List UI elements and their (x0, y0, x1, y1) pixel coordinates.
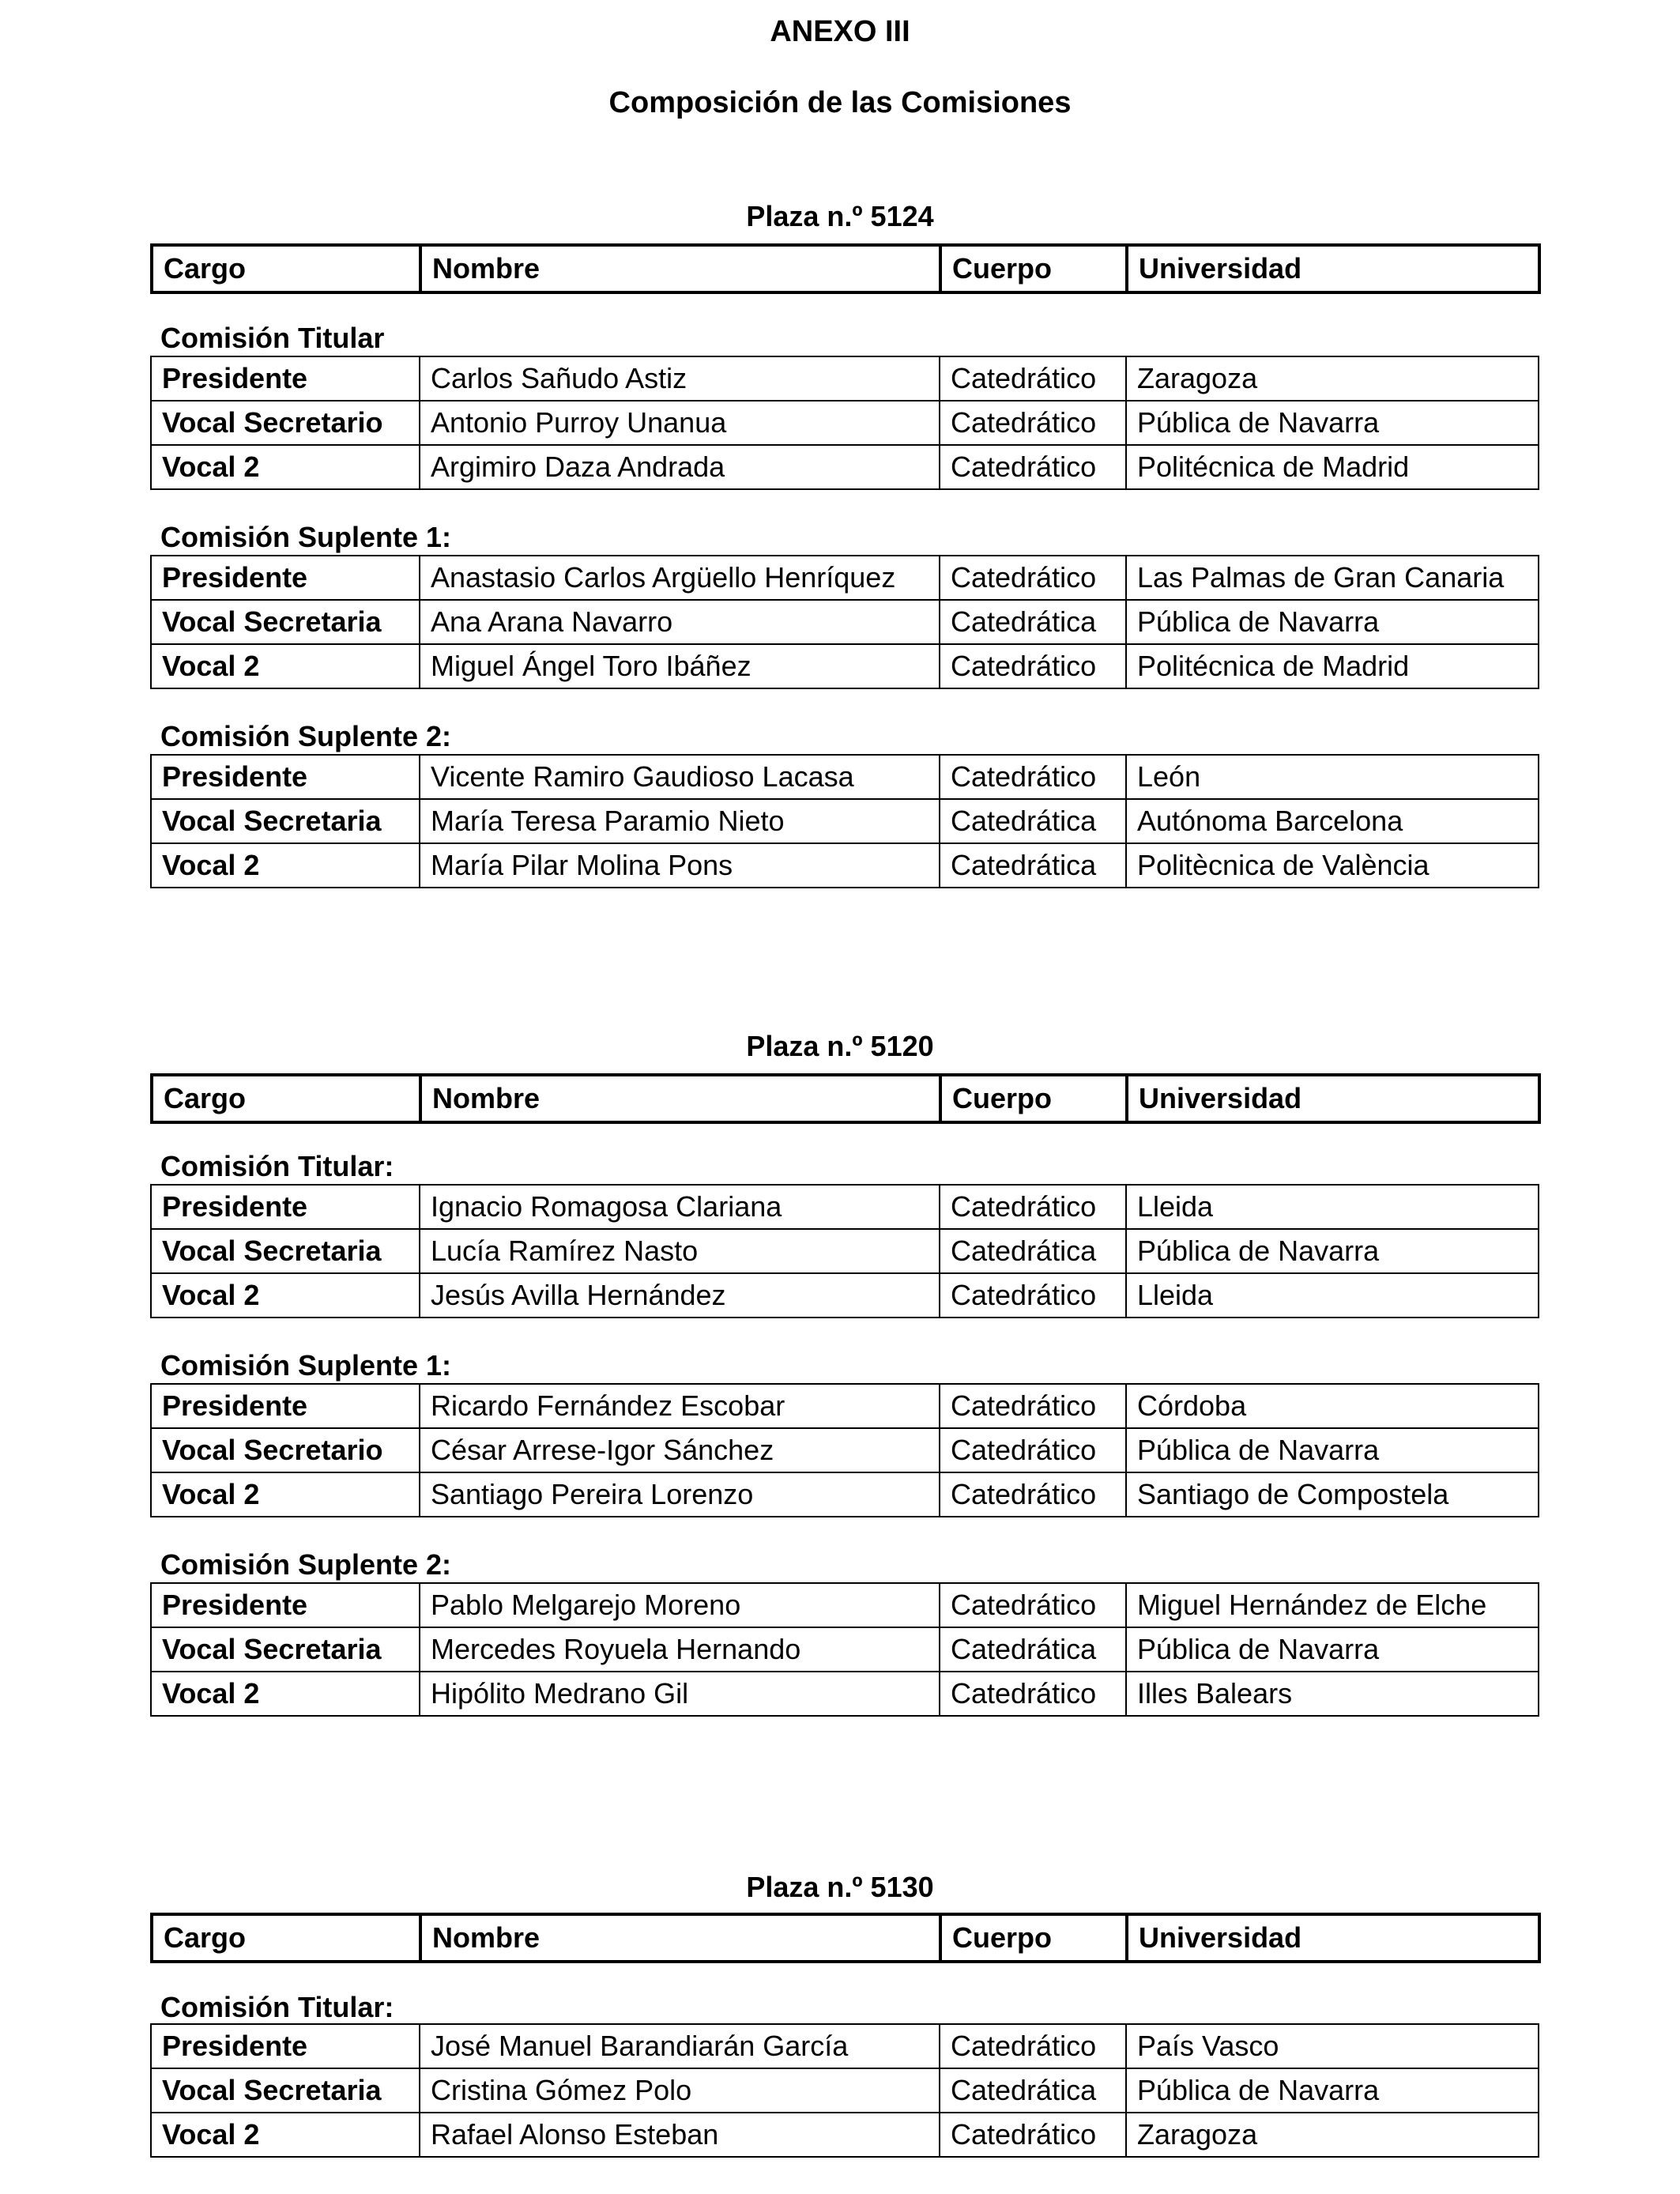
cell-cargo: Vocal 2 (151, 2113, 420, 2157)
cell-nombre: Rafael Alonso Esteban (420, 2113, 940, 2157)
column-header-row (152, 1914, 1539, 1962)
commission-table (150, 1383, 1539, 1517)
header-cargo: Cargo (152, 1914, 420, 1962)
cell-universidad: Las Palmas de Gran Canaria (1126, 556, 1539, 600)
cell-universidad: Zaragoza (1126, 2113, 1539, 2157)
group-label: Comisión Suplente 1: (160, 521, 452, 553)
cell-cargo: Presidente (151, 1185, 420, 1229)
cell-nombre: Ignacio Romagosa Clariana (420, 1185, 940, 1229)
cell-universidad: Politécnica de Madrid (1126, 445, 1539, 489)
cell-cuerpo: Catedrática (940, 799, 1126, 843)
cell-universidad: Lleida (1126, 1185, 1539, 1229)
table-row (151, 1273, 1539, 1318)
header-cuerpo: Cuerpo (940, 1075, 1127, 1122)
cell-nombre: Hipólito Medrano Gil (420, 1672, 940, 1716)
commission-table (150, 1582, 1539, 1717)
cell-universidad: Pública de Navarra (1126, 1627, 1539, 1672)
column-header-table (150, 243, 1541, 294)
plaza-title: Plaza n.º 5130 (746, 1871, 934, 1903)
table-row (151, 1672, 1539, 1716)
table-row (151, 600, 1539, 644)
cell-nombre: Ana Arana Navarro (420, 600, 940, 644)
cell-cuerpo: Catedrático (940, 1185, 1126, 1229)
group-label: Comisión Suplente 2: (160, 720, 452, 752)
header-universidad: Universidad (1127, 245, 1539, 292)
cell-cargo: Vocal Secretario (151, 401, 420, 445)
group-label: Comisión Titular (160, 322, 385, 354)
table-row (151, 1627, 1539, 1672)
commission-table (150, 356, 1539, 490)
cell-universidad: Lleida (1126, 1273, 1539, 1318)
cell-cuerpo: Catedrática (940, 600, 1126, 644)
cell-cuerpo: Catedrático (940, 1672, 1126, 1716)
cell-cuerpo: Catedrática (940, 1627, 1126, 1672)
cell-universidad: Miguel Hernández de Elche (1126, 1583, 1539, 1627)
column-header-row (152, 245, 1539, 292)
cell-cargo: Vocal 2 (151, 843, 420, 888)
cell-cuerpo: Catedrático (940, 1273, 1126, 1318)
cell-universidad: Politècnica de València (1126, 843, 1539, 888)
cell-nombre: Vicente Ramiro Gaudioso Lacasa (420, 755, 940, 799)
table-row (151, 843, 1539, 888)
plaza-title: Plaza n.º 5120 (746, 1030, 934, 1062)
cell-cuerpo: Catedrática (940, 1229, 1126, 1273)
group-label: Comisión Suplente 2: (160, 1548, 452, 1581)
cell-cuerpo: Catedrático (940, 1472, 1126, 1517)
cell-cargo: Vocal Secretaria (151, 1229, 420, 1273)
commission-table (150, 754, 1539, 888)
table-row (151, 2024, 1539, 2068)
header-universidad: Universidad (1127, 1075, 1539, 1122)
cell-nombre: César Arrese-Igor Sánchez (420, 1428, 940, 1472)
table-row (151, 755, 1539, 799)
cell-cargo: Vocal 2 (151, 445, 420, 489)
cell-nombre: María Pilar Molina Pons (420, 843, 940, 888)
cell-nombre: Argimiro Daza Andrada (420, 445, 940, 489)
cell-cargo: Presidente (151, 1384, 420, 1428)
cell-universidad: Politécnica de Madrid (1126, 644, 1539, 688)
cell-nombre: Carlos Sañudo Astiz (420, 356, 940, 401)
cell-cargo: Presidente (151, 356, 420, 401)
header-nombre: Nombre (420, 1914, 940, 1962)
cell-nombre: Miguel Ángel Toro Ibáñez (420, 644, 940, 688)
cell-cargo: Vocal Secretaria (151, 2068, 420, 2113)
cell-cargo: Presidente (151, 2024, 420, 2068)
header-cargo: Cargo (152, 1075, 420, 1122)
commission-table (150, 555, 1539, 689)
cell-universidad: León (1126, 755, 1539, 799)
cell-universidad: Pública de Navarra (1126, 1428, 1539, 1472)
plaza-title: Plaza n.º 5124 (746, 200, 934, 232)
header-cuerpo: Cuerpo (940, 245, 1127, 292)
cell-cuerpo: Catedrático (940, 445, 1126, 489)
cell-cuerpo: Catedrático (940, 2024, 1126, 2068)
group-label: Comisión Suplente 1: (160, 1349, 452, 1382)
cell-nombre: Lucía Ramírez Nasto (420, 1229, 940, 1273)
table-row (151, 445, 1539, 489)
cell-cuerpo: Catedrático (940, 356, 1126, 401)
cell-cargo: Vocal 2 (151, 644, 420, 688)
table-row (151, 2113, 1539, 2157)
cell-cargo: Vocal 2 (151, 1472, 420, 1517)
cell-nombre: Mercedes Royuela Hernando (420, 1627, 940, 1672)
cell-nombre: José Manuel Barandiarán García (420, 2024, 940, 2068)
table-row (151, 356, 1539, 401)
header-nombre: Nombre (420, 245, 940, 292)
group-label: Comisión Titular: (160, 1150, 394, 1182)
header-cargo: Cargo (152, 245, 420, 292)
header-cuerpo: Cuerpo (940, 1914, 1127, 1962)
table-row (151, 1229, 1539, 1273)
table-row (151, 1472, 1539, 1517)
cell-cargo: Presidente (151, 755, 420, 799)
cell-nombre: Jesús Avilla Hernández (420, 1273, 940, 1318)
cell-cuerpo: Catedrático (940, 755, 1126, 799)
cell-cuerpo: Catedrático (940, 1428, 1126, 1472)
table-row (151, 2068, 1539, 2113)
cell-universidad: Pública de Navarra (1126, 1229, 1539, 1273)
column-header-table (150, 1913, 1541, 1963)
cell-cuerpo: Catedrático (940, 2113, 1126, 2157)
cell-cuerpo: Catedrático (940, 1384, 1126, 1428)
cell-nombre: Ricardo Fernández Escobar (420, 1384, 940, 1428)
table-row (151, 799, 1539, 843)
header-universidad: Universidad (1127, 1914, 1539, 1962)
column-header-table (150, 1073, 1541, 1124)
cell-cargo: Presidente (151, 556, 420, 600)
table-row (151, 1384, 1539, 1428)
cell-universidad: Zaragoza (1126, 356, 1539, 401)
cell-cuerpo: Catedrático (940, 1583, 1126, 1627)
cell-cuerpo: Catedrático (940, 401, 1126, 445)
table-row (151, 1583, 1539, 1627)
column-header-row (152, 1075, 1539, 1122)
cell-cuerpo: Catedrático (940, 556, 1126, 600)
cell-universidad: Illes Balears (1126, 1672, 1539, 1716)
cell-nombre: Cristina Gómez Polo (420, 2068, 940, 2113)
table-row (151, 401, 1539, 445)
table-row (151, 644, 1539, 688)
table-row (151, 1185, 1539, 1229)
cell-cuerpo: Catedrática (940, 843, 1126, 888)
cell-nombre: Antonio Purroy Unanua (420, 401, 940, 445)
header-nombre: Nombre (420, 1075, 940, 1122)
cell-cuerpo: Catedrática (940, 2068, 1126, 2113)
cell-universidad: Pública de Navarra (1126, 2068, 1539, 2113)
group-label: Comisión Titular: (160, 1991, 394, 2023)
commission-table (150, 2023, 1539, 2158)
cell-cargo: Vocal Secretaria (151, 1627, 420, 1672)
cell-universidad: Córdoba (1126, 1384, 1539, 1428)
cell-universidad: Pública de Navarra (1126, 401, 1539, 445)
cell-nombre: Anastasio Carlos Argüello Henríquez (420, 556, 940, 600)
cell-cargo: Vocal 2 (151, 1273, 420, 1318)
table-row (151, 1428, 1539, 1472)
cell-cargo: Vocal 2 (151, 1672, 420, 1716)
cell-cargo: Vocal Secretaria (151, 799, 420, 843)
annex-title: ANEXO III (770, 15, 910, 48)
cell-universidad: Autónoma Barcelona (1126, 799, 1539, 843)
cell-cargo: Presidente (151, 1583, 420, 1627)
page-subtitle: Composición de las Comisiones (608, 86, 1072, 119)
cell-cargo: Vocal Secretario (151, 1428, 420, 1472)
cell-cuerpo: Catedrático (940, 644, 1126, 688)
cell-universidad: País Vasco (1126, 2024, 1539, 2068)
cell-cargo: Vocal Secretaria (151, 600, 420, 644)
cell-universidad: Santiago de Compostela (1126, 1472, 1539, 1517)
cell-universidad: Pública de Navarra (1126, 600, 1539, 644)
cell-nombre: Pablo Melgarejo Moreno (420, 1583, 940, 1627)
commission-table (150, 1184, 1539, 1318)
cell-nombre: Santiago Pereira Lorenzo (420, 1472, 940, 1517)
table-row (151, 556, 1539, 600)
cell-nombre: María Teresa Paramio Nieto (420, 799, 940, 843)
